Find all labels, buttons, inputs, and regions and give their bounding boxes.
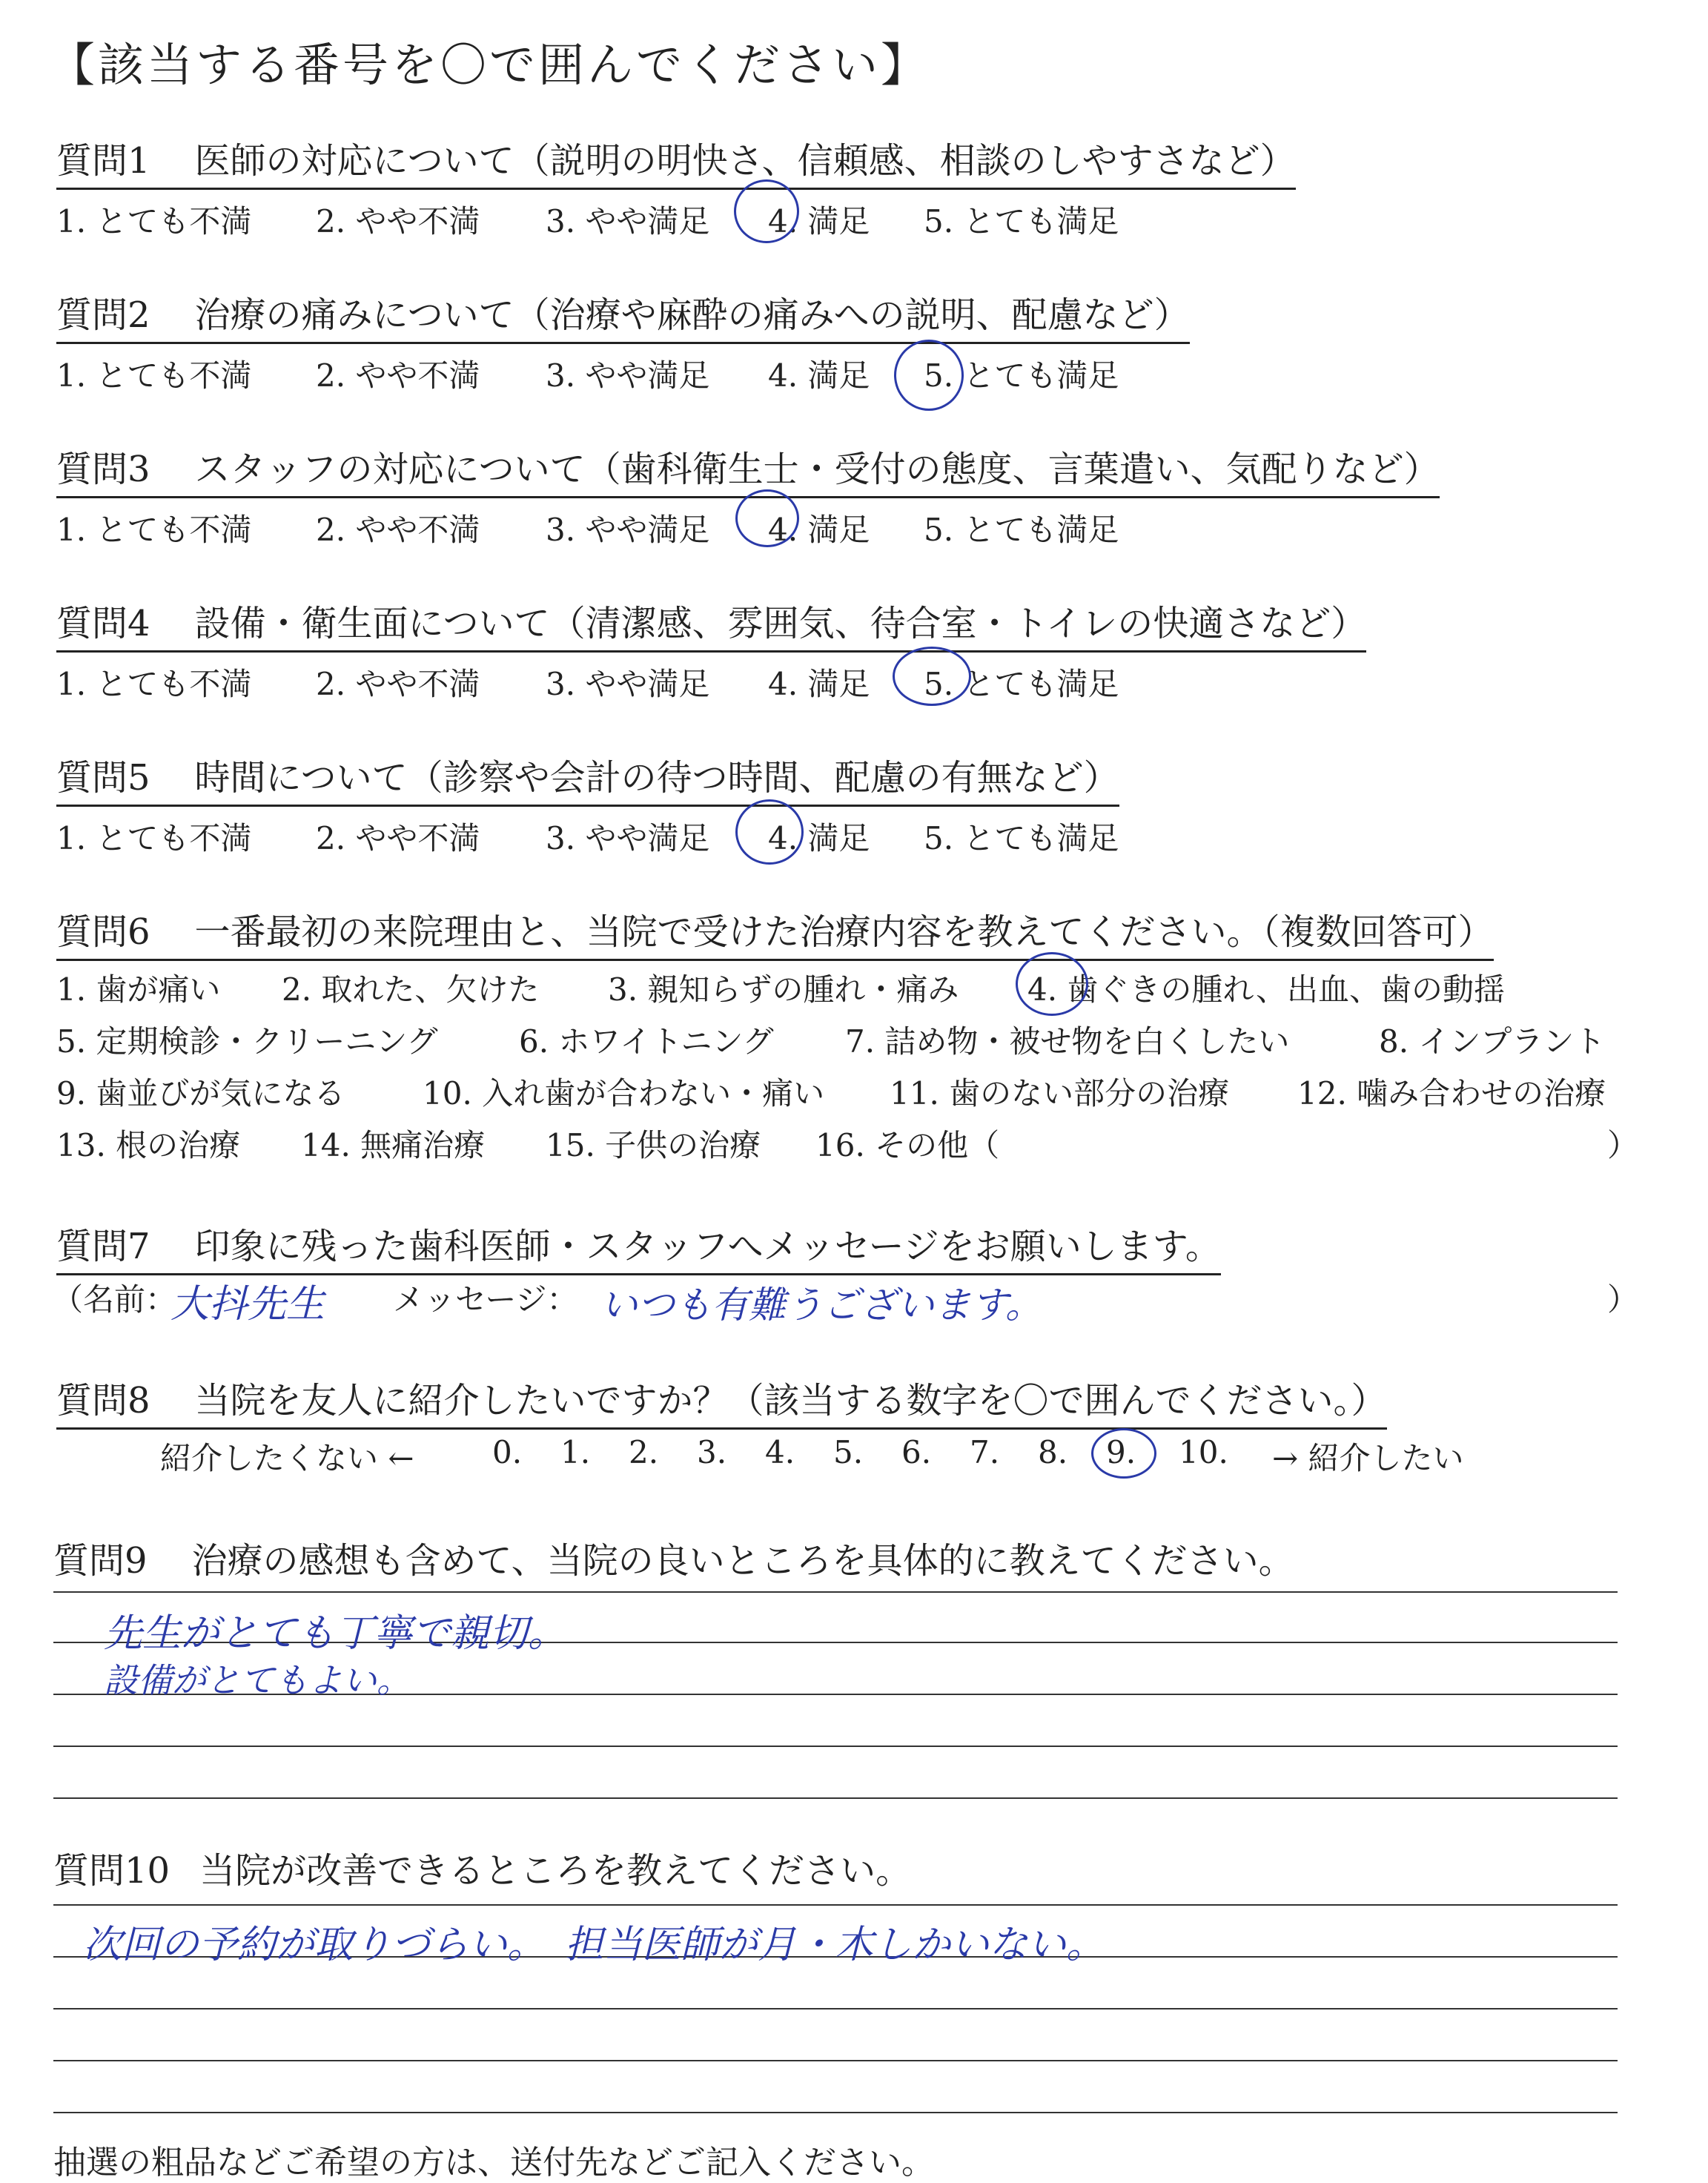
- q8-option-9[interactable]: 9.: [1106, 1434, 1136, 1470]
- q6-option-9[interactable]: 9. 歯並びが気になる: [56, 1075, 345, 1112]
- writing-line: [53, 2060, 1618, 2061]
- option-3[interactable]: 3. やや満足: [546, 820, 710, 856]
- q6-other-close: ）: [1607, 1127, 1639, 1163]
- option-5[interactable]: 5. とても満足: [924, 512, 1119, 548]
- writing-line: [53, 2008, 1618, 2009]
- option-1[interactable]: 1. とても不満: [56, 666, 252, 702]
- option-5[interactable]: 5. とても満足: [924, 666, 1119, 702]
- option-2[interactable]: 2. やや不満: [316, 666, 480, 702]
- q6-option-11[interactable]: 11. 歯のない部分の治療: [890, 1075, 1230, 1112]
- q6-option-5[interactable]: 5. 定期検診・クリーニング: [56, 1023, 438, 1060]
- answer-circle-mark: [735, 489, 799, 547]
- option-2[interactable]: 2. やや不満: [316, 357, 480, 394]
- question-9-header: [53, 1532, 1294, 1583]
- footer-note: 抽選の粗品などご希望の方は、送付先などご記入ください。: [53, 2144, 934, 2182]
- question-text: 印象に残った歯科医師・スタッフへメッセージをお願いします。: [194, 1226, 1221, 1267]
- option-4[interactable]: 4. 満足: [768, 203, 870, 240]
- answer-scale: [56, 197, 1296, 243]
- answer-circle-mark: [1091, 1428, 1156, 1479]
- option-4[interactable]: 4. 満足: [768, 666, 870, 702]
- option-1[interactable]: 1. とても不満: [56, 203, 252, 240]
- question-8: [56, 1372, 1387, 1430]
- option-1[interactable]: 1. とても不満: [56, 357, 252, 394]
- option-1[interactable]: 1. とても不満: [56, 512, 252, 548]
- answer-circle-mark: [894, 340, 964, 411]
- question-text: 医師の対応について（説明の明快さ、信頼感、相談のしやすさなど）: [194, 140, 1296, 182]
- question-number: 質問2: [56, 294, 150, 336]
- q8-right-label: → 紹介したい: [1272, 1440, 1464, 1476]
- q8-option-7[interactable]: 7.: [970, 1434, 1000, 1470]
- question-number: 質問8: [56, 1380, 150, 1421]
- q6-option-16[interactable]: 16. その他（: [815, 1127, 1000, 1163]
- message-close: ）: [1607, 1281, 1639, 1318]
- option-4[interactable]: 4. 満足: [768, 512, 870, 548]
- name-value-handwritten[interactable]: 大抖先生: [171, 1282, 325, 1327]
- q8-option-4[interactable]: 4.: [765, 1434, 795, 1470]
- q6-option-14[interactable]: 14. 無痛治療: [301, 1127, 486, 1163]
- q8-option-0[interactable]: 0.: [492, 1434, 523, 1470]
- question-number: 質問7: [56, 1226, 150, 1267]
- question-number: 質問5: [56, 757, 150, 799]
- question-text: スタッフの対応について（歯科衛生士・受付の態度、言葉遣い、気配りなど）: [194, 449, 1440, 490]
- q6-option-10[interactable]: 10. 入れ歯が合わない・痛い: [423, 1075, 825, 1112]
- option-2[interactable]: 2. やや不満: [316, 820, 480, 856]
- q8-option-2[interactable]: 2.: [629, 1434, 659, 1470]
- q6-option-2[interactable]: 2. 取れた、欠けた: [282, 971, 540, 1008]
- q6-option-6[interactable]: 6. ホワイトニング: [519, 1023, 774, 1060]
- q8-option-1[interactable]: 1.: [560, 1434, 591, 1470]
- q6-option-13[interactable]: 13. 根の治療: [56, 1127, 241, 1163]
- option-4[interactable]: 4. 満足: [768, 357, 870, 394]
- option-2[interactable]: 2. やや不満: [316, 512, 480, 548]
- message-value-handwritten[interactable]: いつも有難うございます。: [600, 1284, 1042, 1327]
- q6-option-3[interactable]: 3. 親知らずの腫れ・痛み: [608, 971, 959, 1008]
- writing-line: [53, 1746, 1618, 1747]
- q9-answer-line-2[interactable]: 設備がとてもよい。: [104, 1660, 411, 1700]
- question-7: [56, 1218, 1221, 1275]
- question-text: 治療の感想も含めて、当院の良いところを具体的に教えてください。: [191, 1540, 1294, 1582]
- option-5[interactable]: 5. とても満足: [924, 203, 1119, 240]
- question-1: [56, 132, 1296, 243]
- q9-answer-line-1[interactable]: 先生がとても丁寧で親切。: [104, 1611, 567, 1656]
- answer-scale: [56, 351, 1190, 397]
- question-6: [56, 903, 1494, 961]
- q10-answer-line-1[interactable]: 次回の予約が取りづらい。 担当医師が月・木しかいない。: [83, 1923, 1105, 1967]
- question-text: 時間について（診察や会計の待つ時間、配慮の有無など）: [194, 757, 1119, 799]
- option-5[interactable]: 5. とても満足: [924, 820, 1119, 856]
- q6-option-8[interactable]: 8. インプラント: [1379, 1023, 1606, 1060]
- writing-line: [53, 1591, 1618, 1593]
- option-3[interactable]: 3. やや満足: [546, 203, 710, 240]
- page-title: 【該当する番号を〇で囲んでください】: [49, 38, 930, 92]
- question-text: 当院を友人に紹介したいですか？（該当する数字を〇で囲んでください。）: [194, 1380, 1387, 1421]
- q8-option-10[interactable]: 10.: [1179, 1434, 1228, 1470]
- question-number: 質問3: [56, 449, 150, 490]
- question-5: [56, 749, 1119, 860]
- writing-line: [53, 2112, 1618, 2113]
- q6-option-12[interactable]: 12. 噛み合わせの治療: [1297, 1075, 1606, 1112]
- question-number: 質問9: [53, 1540, 148, 1582]
- name-label: （名前：: [52, 1281, 177, 1318]
- answer-scale: [56, 660, 1366, 706]
- question-number: 質問1: [56, 140, 150, 182]
- option-3[interactable]: 3. やや満足: [546, 666, 710, 702]
- q6-option-1[interactable]: 1. 歯が痛い: [56, 971, 221, 1008]
- option-3[interactable]: 3. やや満足: [546, 357, 710, 394]
- answer-circle-mark: [893, 647, 971, 706]
- question-10-header: [53, 1842, 911, 1893]
- answer-scale: [56, 814, 1119, 860]
- option-1[interactable]: 1. とても不満: [56, 820, 252, 856]
- q6-option-7[interactable]: 7. 詰め物・被せ物を白くしたい: [845, 1023, 1290, 1060]
- question-2: [56, 286, 1190, 397]
- option-3[interactable]: 3. やや満足: [546, 512, 710, 548]
- question-number: 質問6: [56, 911, 150, 953]
- question-text: 当院が改善できるところを教えてください。: [199, 1850, 912, 1892]
- answer-circle-mark: [734, 179, 799, 243]
- question-text: 治療の痛みについて（治療や麻酔の痛みへの説明、配慮など）: [194, 294, 1190, 336]
- option-5[interactable]: 5. とても満足: [924, 357, 1119, 394]
- q6-option-15[interactable]: 15. 子供の治療: [546, 1127, 761, 1163]
- question-text: 一番最初の来院理由と、当院で受けた治療内容を教えてください。（複数回答可）: [194, 911, 1494, 953]
- question-number: 質問10: [53, 1850, 171, 1892]
- q8-option-6[interactable]: 6.: [901, 1434, 932, 1470]
- option-4[interactable]: 4. 満足: [768, 820, 870, 856]
- question-text: 設備・衛生面について（清潔感、雰囲気、待合室・トイレの快適さなど）: [194, 603, 1367, 644]
- q8-option-8[interactable]: 8.: [1038, 1434, 1068, 1470]
- q6-option-4[interactable]: 4. 歯ぐきの腫れ、出血、歯の動揺: [1027, 971, 1505, 1008]
- answer-circle-mark: [1016, 952, 1088, 1016]
- question-number: 質問4: [56, 603, 150, 644]
- q8-option-5[interactable]: 5.: [833, 1434, 864, 1470]
- question-4: [56, 595, 1366, 706]
- q8-option-3[interactable]: 3.: [697, 1434, 727, 1470]
- option-2[interactable]: 2. やや不満: [316, 203, 480, 240]
- writing-line: [53, 1904, 1618, 1906]
- q8-left-label: 紹介したくない ←: [160, 1440, 414, 1476]
- writing-line: [53, 1797, 1618, 1799]
- message-label: メッセージ：: [393, 1281, 578, 1318]
- answer-circle-mark: [735, 799, 804, 865]
